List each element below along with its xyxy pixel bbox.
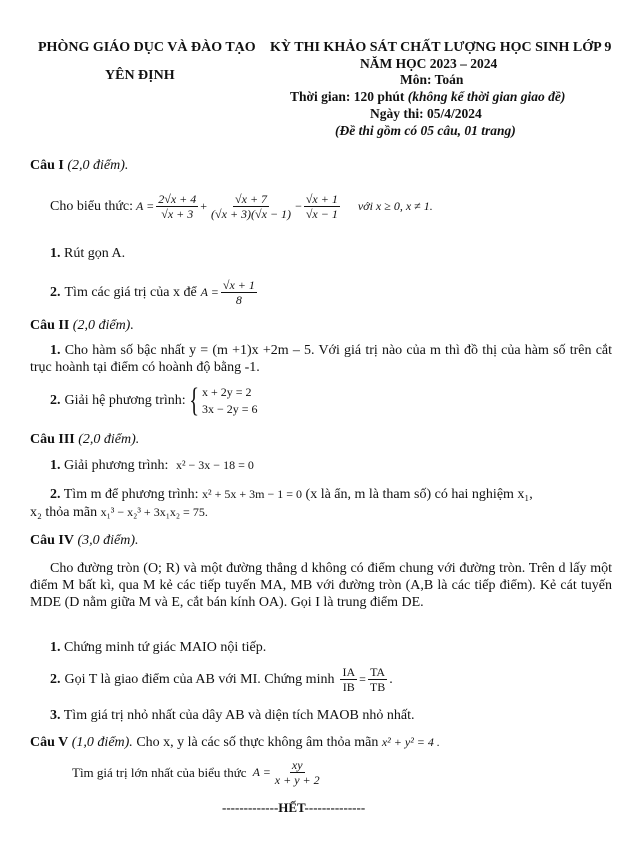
q2-points: (2,0 điểm). xyxy=(72,318,134,333)
q1-fraction-1: $\frac{2√x + 4}{√x + 3}$ xyxy=(158,192,197,221)
q2-heading xyxy=(30,318,134,334)
q2-equation-system: { x + 2y = 2 3x − 2y = 6 xyxy=(188,382,258,419)
q1-title: Câu I xyxy=(30,158,64,173)
q1-fraction-2: $\frac{√x + 7}{(√x + 3)(√x - 1)}$ xyxy=(211,192,292,221)
q4-points: (3,0 điểm). xyxy=(77,533,139,548)
time-note: (không kể thời gian giao đề) xyxy=(407,89,566,104)
q2-equation-2: 3x − 2y = 6 xyxy=(201,402,258,416)
pages-note: (Đề thi gồm có 05 câu, 01 trang) xyxy=(335,123,516,138)
exam-date: Ngày thi: 05/4/2024 xyxy=(370,106,482,121)
q4-part-2: 2. Gọi T là giao điểm của AB với MI. Chứng minh $\frac{IA}{IB}$ = $\frac{TA}{TB}$ . xyxy=(50,665,393,694)
q1-part-1: 1. Rút gọn A. xyxy=(50,246,126,261)
q3-title: Câu III xyxy=(30,432,75,447)
q1-points: (2,0 điểm). xyxy=(67,158,129,173)
q5-find: Tìm giá trị lớn nhất của biểu thức A = $\frac{xy}{x + y + 2}$ xyxy=(72,758,320,787)
q1-condition: với x ≥ 0, x ≠ 1. xyxy=(357,199,433,213)
q5-points: (1,0 điểm). xyxy=(71,735,133,750)
q3-heading xyxy=(30,432,139,448)
q3-part-1: 1. Giải phương trình: x² − 3x − 18 = 0 xyxy=(50,458,254,473)
end-marker: -------------HẾT-------------- xyxy=(222,800,366,815)
q3-part-2-cont: x₂ thỏa mãn x₁³ − x₂³ + 3x₁x₂ = 75. xyxy=(30,505,208,520)
q1-expr-lhs: A = xyxy=(136,199,155,213)
q2-title: Câu II xyxy=(30,318,70,333)
q3-part-2: 2. Tìm m để phương trình: x² + 5x + 3m − 1 = 0 (x là ẩn, m là tham số) có hai nghiệm x₁, xyxy=(50,487,533,502)
q4-title: Câu IV xyxy=(30,533,74,548)
q2-equation-1: x + 2y = 2 xyxy=(201,385,252,399)
q4-part-1: 1. Chứng minh tứ giác MAIO nội tiếp. xyxy=(50,640,267,655)
time-line xyxy=(290,89,565,105)
q4-part-3: 3. Tìm giá trị nhỏ nhất của dây AB và diện tích MAOB nhỏ nhất. xyxy=(50,708,415,723)
q1-fraction-3: $\frac{√x + 1}{√x - 1}$ xyxy=(305,192,338,221)
q5-title: Câu V xyxy=(30,735,69,750)
department-name: PHÒNG GIÁO DỤC VÀ ĐÀO TẠO xyxy=(38,40,256,55)
q4-heading xyxy=(30,533,139,549)
school-year: NĂM HỌC 2023 – 2024 xyxy=(360,56,498,71)
q1-expression-line: Cho biểu thức: A = $\frac{2√x + 4}{√x + 3}$ + $\frac{√x + 7}{(√x + 3)(√x - 1)}$ − $\frac{√x + 1}{√x - 1}$ với x ≥ 0, x ≠ 1. xyxy=(50,192,433,221)
district-name: YÊN ĐỊNH xyxy=(105,68,175,83)
q2-part-1: 1. Cho hàm số bậc nhất y = (m +1)x +2m – 5. Với giá trị nào của m thì đồ thị của hàm số trên cắt trục hoành tại điểm có hoành độ bằng -1. xyxy=(30,343,613,375)
exam-title: KỲ THI KHẢO SÁT CHẤT LƯỢNG HỌC SINH LỚP 9 xyxy=(270,40,612,55)
q4-ratio-ta-tb: $\frac{TA}{TB}$ xyxy=(369,665,386,694)
q4-ratio-ia-ib: $\frac{IA}{IB}$ xyxy=(342,665,356,694)
q4-intro: Cho đường tròn (O; R) và một đường thẳng d không có điểm chung với đường tròn. Trên d lấy một điểm M bất kì, qua M kẻ các tiếp tuyến MA, MB với đường tròn (A,B là các tiếp điểm). Kẻ cát tuyến MDE (D nằm giữa M và E, cắt bán kính OA). Gọi I là trung điểm DE. xyxy=(30,561,612,610)
q1-part-2: 2. Tìm các giá trị của x để A = $\frac{√x + 1}{8}$ xyxy=(50,278,255,307)
q1-part-2-fraction: $\frac{√x + 1}{8}$ xyxy=(222,278,255,307)
subject: Môn: Toán xyxy=(400,72,464,87)
q2-part-2: 2. Giải hệ phương trình: { x + 2y = 2 3x − 2y = 6 xyxy=(50,382,258,419)
q3-points: (2,0 điểm). xyxy=(78,432,140,447)
q1-heading xyxy=(30,158,128,174)
q5-line: Câu V (1,0 điểm). Cho x, y là các số thực không âm thỏa mãn x² + y² = 4 . xyxy=(30,735,440,750)
time-label: Thời gian: 120 phút xyxy=(290,89,405,104)
q5-expression-fraction: $\frac{xy}{x + y + 2}$ xyxy=(274,758,320,787)
q1-intro: Cho biểu thức: xyxy=(50,198,134,214)
